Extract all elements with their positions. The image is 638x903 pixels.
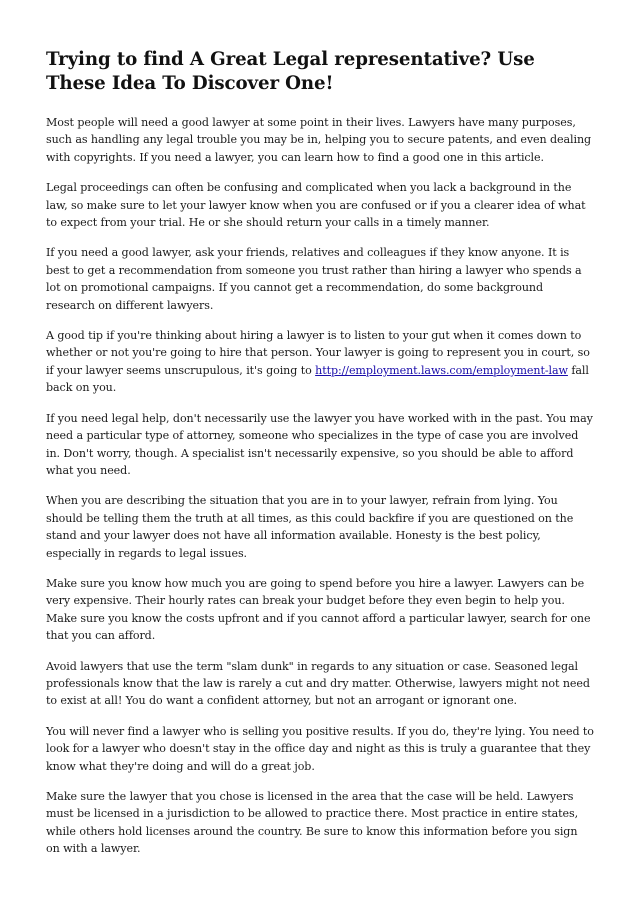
employment-law-link[interactable]: http://employment.laws.com/employment-law (315, 363, 568, 377)
paragraph-2: Legal proceedings can often be confusing and complicated when you lack a background in the law, so make sure to let your lawyer know when you are confused or if you a clearer idea of what to expect from your trial. He or she should return your calls in a timely manner. (46, 181, 586, 230)
document-page (46, 48, 594, 871)
paragraph-3: If you need a good lawyer, ask your friends, relatives and colleagues if they know anyone. It is best to get a recommendation from someone you trust rather than hiring a lawyer who spends a lot on promotional campaigns. If you cannot get a recommendation, do some background research on different lawyers. (46, 246, 582, 312)
paragraph-8: Avoid lawyers that use the term "slam dunk" in regards to any situation or case. Seasoned legal professionals know that the law is rarely a cut and dry matter. Otherwise, lawyers might not need to exist at all! You do want a confident attorney, but not an arrogant or ignorant one. (46, 659, 590, 708)
paragraph-4 (46, 327, 594, 397)
paragraph-4-text-before: A good tip if you're thinking about hiring a lawyer is to listen to your gut when it comes down to whether or not you're going to hire that person. Your lawyer is going to represent you in court, so if your lawyer seems unscrupulous, it's going to (46, 329, 590, 377)
paragraph-5: If you need legal help, don't necessarily use the lawyer you have worked with in the past. You may need a particular type of attorney, someone who specializes in the type of case you are involved in. Don't worry, though. A specialist isn't necessarily expensive, so you should be able to afford what you need. (46, 411, 593, 477)
paragraph-9: You will never find a lawyer who is selling you positive results. If you do, they're lying. You need to look for a lawyer who doesn't stay in the office day and night as this is truly a guarantee that they know what they're doing and will do a great job. (46, 724, 594, 773)
paragraph-10: Make sure the lawyer that you chose is licensed in the area that the case will be held. Lawyers must be licensed in a jurisdiction to be allowed to practice there. Most practice in entire states, while others hold licenses around the country. Be sure to know this information before you sign on with a lawyer. (46, 790, 579, 856)
paragraph-1: Most people will need a good lawyer at some point in their lives. Lawyers have many purposes, such as handling any legal trouble you may be in, helping you to secure patents, and even dealing with copyrights. If you need a lawyer, you can learn how to find a good one in this article. (46, 116, 592, 164)
paragraph-7: Make sure you know how much you are going to spend before you hire a lawyer. Lawyers can be very expensive. Their hourly rates can break your budget before they even begin to help you. Make sure you know the costs upfront and if you cannot afford a particular lawyer, search for one that you can afford. (46, 576, 591, 643)
paragraph-4-text-after: fall back on you. (46, 363, 589, 395)
paragraph-6: When you are describing the situation that you are in to your lawyer, refrain from lying. You should be telling them the truth at all times, as this could backfire if you are questioned on the stand and your lawyer does not have all information available. Honesty is the best policy, especially in regards to legal issues. (46, 494, 574, 560)
page-title: Trying to find A Great Legal representative? Use These Idea To Discover One! (46, 49, 535, 94)
